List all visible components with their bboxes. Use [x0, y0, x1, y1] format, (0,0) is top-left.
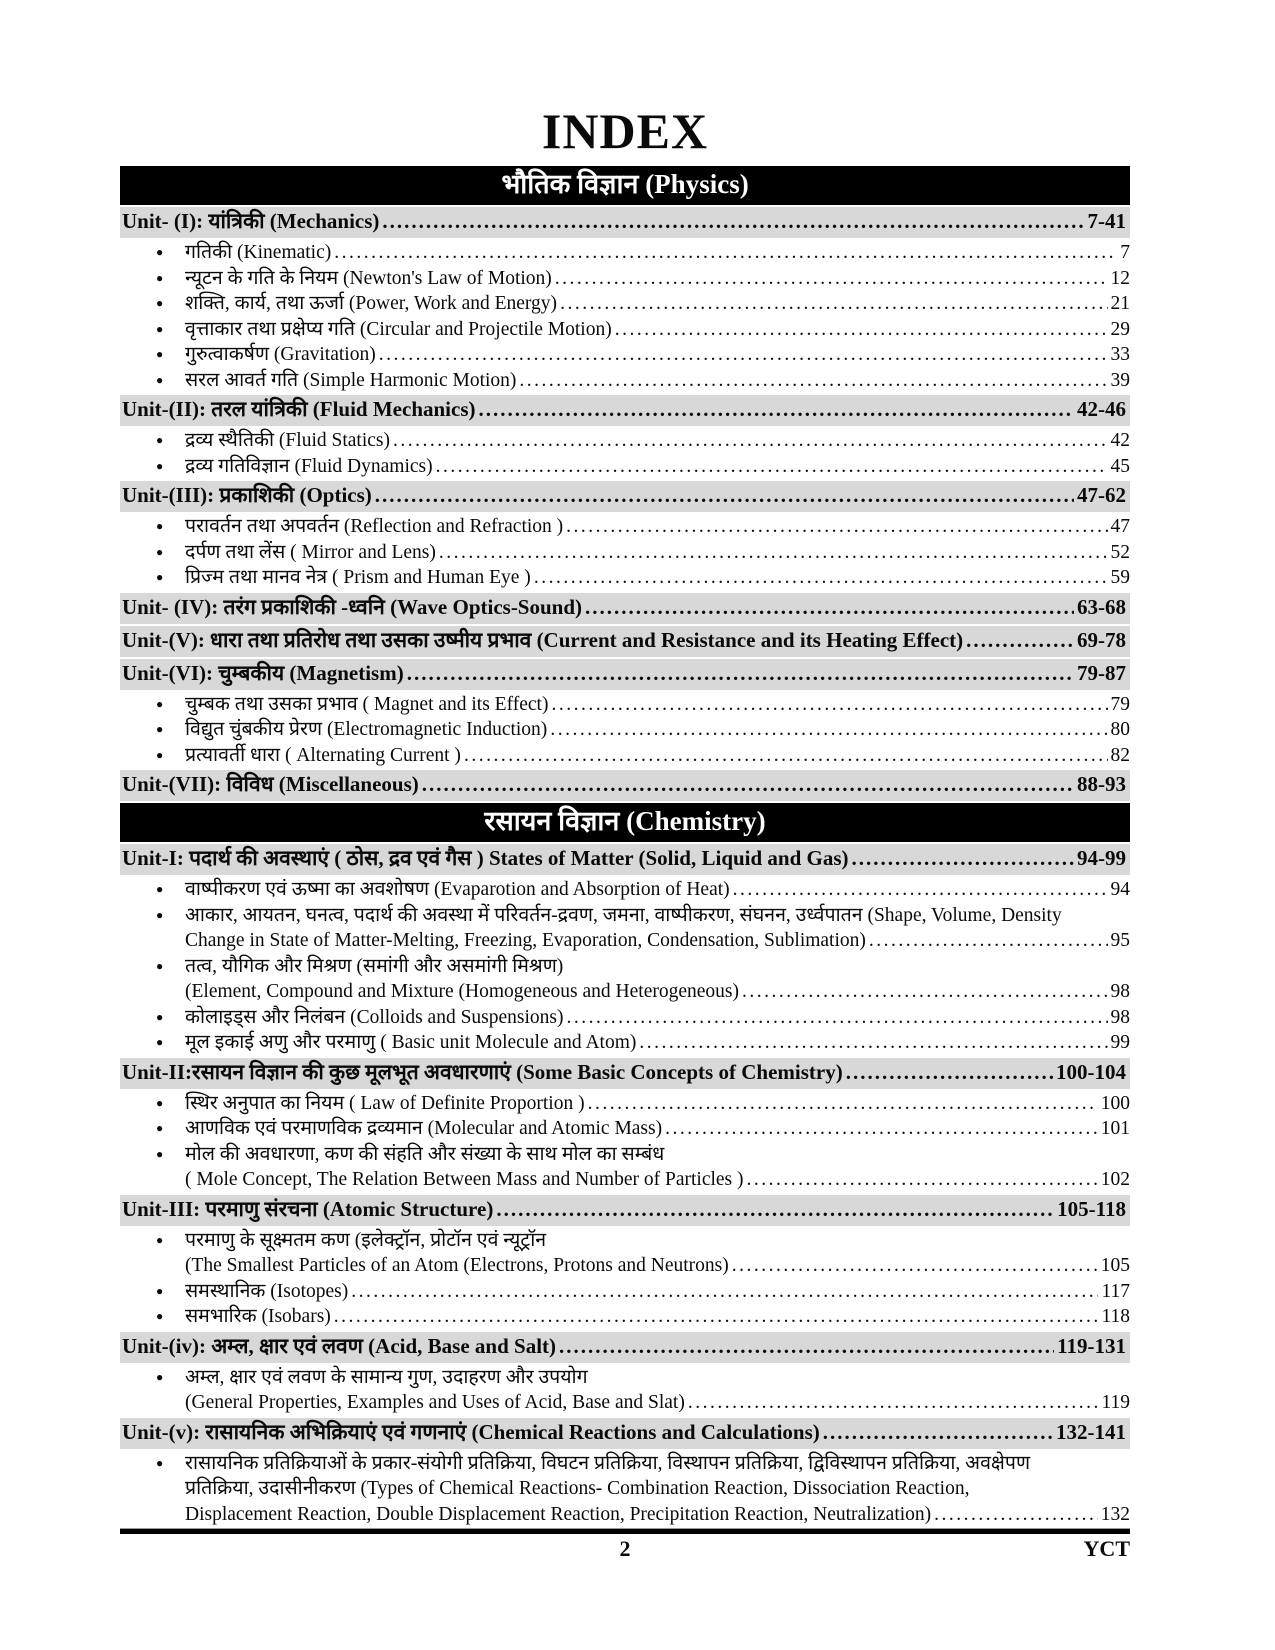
- dot-leader: [559, 1333, 1054, 1360]
- toc-entry: [120, 1304, 1130, 1330]
- page-number: 98: [1110, 981, 1130, 1002]
- unit-heading: [120, 1332, 1130, 1363]
- bullet-icon: ●: [156, 1232, 164, 1247]
- dot-leader: [351, 1279, 1098, 1305]
- toc-entry-line: [120, 1116, 1130, 1142]
- unit-heading-label: Unit-(II): तरल यांत्रिकी (Fluid Mechanics): [122, 397, 476, 421]
- toc-entry-line: [120, 428, 1130, 454]
- unit-heading: [120, 770, 1130, 801]
- toc-entry-line: [120, 1390, 1130, 1416]
- footer-page-number: 2: [619, 1536, 631, 1561]
- bullet-icon: ●: [156, 519, 164, 533]
- unit-page-range: 119-131: [1057, 1333, 1126, 1358]
- toc-entry-line: [120, 342, 1130, 368]
- dot-leader: [382, 208, 1084, 235]
- page-number: 79: [1110, 693, 1130, 715]
- dot-leader: [966, 627, 1074, 654]
- toc-entry: [120, 903, 1130, 954]
- section-banner-1: रसायन विज्ञान (Chemistry): [120, 803, 1130, 842]
- dot-leader: [566, 514, 1107, 540]
- toc-entry-line: [120, 454, 1130, 480]
- dot-leader: [747, 1167, 1098, 1193]
- toc-entry-text: आणविक एवं परमाणविक द्रव्यमान (Molecular and Atomic Mass): [185, 1118, 663, 1139]
- dot-leader: [393, 428, 1108, 454]
- toc-entry-text: मोल की अवधारणा, कण की संहति और संख्या के साथ मोल का सम्बंध: [185, 1143, 665, 1165]
- unit-heading: [120, 1418, 1130, 1449]
- page-number: 82: [1110, 744, 1130, 766]
- toc-entry-line: [120, 1304, 1130, 1330]
- toc-entry-line: [120, 743, 1130, 769]
- footer-rule: [120, 1528, 1130, 1534]
- toc-entry-text: परमाणु के सूक्ष्मतम कण (इलेक्ट्रॉन, प्रोटॉन एवं न्यूट्रॉन: [185, 1229, 547, 1251]
- toc-entry: [120, 1091, 1130, 1117]
- page-number: 119: [1101, 1392, 1130, 1413]
- dot-leader: [550, 717, 1107, 743]
- toc-entry: [120, 454, 1130, 480]
- toc-entry-line: [120, 1502, 1130, 1528]
- toc-entry: [120, 514, 1130, 540]
- toc-entry-line: [120, 1142, 1130, 1168]
- bullet-icon: ●: [156, 696, 164, 711]
- dot-leader: [407, 660, 1074, 687]
- toc-entry-line: [120, 1476, 1130, 1502]
- toc-entry-text: न्यूटन के गति के नियम (Newton's Law of Motion): [185, 267, 552, 289]
- toc-entry-line: [120, 317, 1130, 343]
- dot-leader: [519, 368, 1107, 394]
- unit-heading-label: Unit-III: परमाणु संरचना (Atomic Structure): [122, 1196, 494, 1221]
- page-number: 29: [1110, 318, 1130, 340]
- unit-heading-label: Unit-(III): प्रकाशिकी (Optics): [122, 483, 372, 507]
- toc-entry: [120, 291, 1130, 317]
- page-title: INDEX: [541, 103, 709, 159]
- unit-heading: [120, 1058, 1130, 1089]
- page-number: 52: [1110, 541, 1130, 563]
- toc-entry-text: Change in State of Matter-Melting, Freezing, Evaporation, Condensation, Sublimation): [185, 930, 866, 951]
- dot-leader: [585, 594, 1074, 621]
- toc-entry: [120, 428, 1130, 454]
- page-number: 100: [1100, 1092, 1130, 1114]
- page-number: 45: [1110, 455, 1130, 477]
- page-number: 12: [1110, 267, 1130, 289]
- bullet-icon: ●: [156, 958, 164, 973]
- toc-entry-text: प्रिज्म तथा मानव नेत्र ( Prism and Human Eye ): [185, 567, 531, 588]
- bullet-icon: ●: [156, 1455, 164, 1470]
- toc-entry-text: स्थिर अनुपात का नियम ( Law of Definite Proportion ): [185, 1092, 585, 1114]
- toc-entry-line: [120, 903, 1130, 929]
- toc-entry-text: (General Properties, Examples and Uses of Acid, Base and Slat): [185, 1392, 685, 1413]
- bullet-icon: ●: [156, 1009, 164, 1024]
- toc-entry: [120, 1005, 1130, 1031]
- unit-heading-label: Unit-(v): रासायनिक अभिक्रियाएं एवं गणनाएं (Chemical Reactions and Calculations): [122, 1419, 820, 1444]
- toc-entry-text: द्रव्य गतिविज्ञान (Fluid Dynamics): [185, 455, 433, 477]
- dot-leader: [334, 240, 1117, 266]
- unit-heading: [120, 844, 1130, 875]
- unit-heading-label: Unit-I: पदार्थ की अवस्थाएं ( ठोस, द्रव एवं गैस ) States of Matter (Solid, Liquid and Gas): [122, 846, 849, 870]
- page-number: 7: [1120, 242, 1130, 263]
- toc-entry-line: [120, 1091, 1130, 1117]
- toc-entry: [120, 1279, 1130, 1305]
- toc-entry-text: आकार, आयतन, घनत्व, पदार्थ की अवस्था में परिवर्तन-द्रवण, जमना, वाष्पीकरण, संघनन, उर्ध्वपातन (Shape, Volume, Density: [185, 904, 1062, 926]
- toc-entry-line: [120, 368, 1130, 394]
- toc-entry-line: [120, 1228, 1130, 1254]
- dot-leader: [464, 743, 1108, 769]
- toc-entry-line: [120, 928, 1130, 954]
- dot-leader: [375, 482, 1074, 509]
- footer: [120, 1536, 1130, 1566]
- unit-page-range: 42-46: [1077, 397, 1126, 421]
- section-banner-0: भौतिक विज्ञान (Physics): [120, 166, 1130, 205]
- page-number: 21: [1110, 293, 1130, 314]
- unit-heading-label: Unit-(VII): विविध (Miscellaneous): [122, 772, 419, 796]
- bullet-icon: ●: [156, 882, 164, 896]
- toc-entry-text: वृत्ताकार तथा प्रक्षेप्य गति (Circular and Projectile Motion): [185, 318, 612, 340]
- unit-heading: [120, 207, 1130, 238]
- bullet-icon: ●: [156, 570, 164, 584]
- toc-entry-line: [120, 1005, 1130, 1031]
- toc-entry: [120, 1030, 1130, 1056]
- bullet-icon: ●: [156, 907, 164, 922]
- toc-entry-text: मूल इकाई अणु और परमाणु ( Basic unit Molecule and Atom): [185, 1032, 637, 1053]
- toc-entry-text: विद्युत चुंबकीय प्रेरण (Electromagnetic Induction): [185, 719, 548, 740]
- unit-page-range: 100-104: [1056, 1059, 1126, 1084]
- toc-entry: [120, 1228, 1130, 1279]
- unit-heading-label: Unit- (IV): तरंग प्रकाशिकी -ध्वनि (Wave Optics-Sound): [122, 594, 583, 619]
- toc-entry: [120, 317, 1130, 343]
- toc-entry-text: रासायनिक प्रतिक्रियाओं के प्रकार-संयोगी प्रतिक्रिया, विघटन प्रतिक्रिया, विस्थापन प्रतिक्रिया, द्विविस्थापन प्रतिक्रिया, अवक्षेपण: [185, 1452, 1031, 1474]
- dot-leader: [588, 1091, 1098, 1117]
- toc-entry-text: कोलाइड्स और निलंबन (Colloids and Suspensions): [185, 1006, 564, 1028]
- page-number: 33: [1110, 344, 1130, 365]
- dot-leader: [732, 1253, 1098, 1279]
- toc-entry-text: द्रव्य स्थैतिकी (Fluid Statics): [185, 430, 390, 451]
- toc-entry: [120, 240, 1130, 266]
- bullet-icon: ●: [156, 722, 164, 736]
- dot-leader: [846, 1059, 1053, 1086]
- page-number: 132: [1100, 1503, 1130, 1525]
- page-number: 95: [1110, 930, 1130, 951]
- page-number: 105: [1100, 1255, 1130, 1276]
- dot-leader: [688, 1390, 1099, 1416]
- unit-heading-label: Unit-(V): धारा तथा प्रतिरोध तथा उसका उष्मीय प्रभाव (Current and Resistance and its Heating Effect): [122, 627, 964, 652]
- toc-entry: [120, 743, 1130, 769]
- dot-leader: [665, 1116, 1098, 1142]
- unit-page-range: 94-99: [1077, 846, 1126, 870]
- bullet-icon: ●: [156, 1369, 164, 1384]
- unit-heading: [120, 395, 1130, 426]
- dot-leader: [436, 454, 1108, 480]
- unit-heading: [120, 626, 1130, 657]
- toc-entry-line: [120, 514, 1130, 540]
- toc-entry-line: [120, 717, 1130, 743]
- dot-leader: [733, 877, 1108, 903]
- footer-publisher: YCT: [1083, 1536, 1130, 1561]
- toc-entry: [120, 692, 1130, 718]
- toc-entry-line: [120, 1365, 1130, 1391]
- bullet-icon: ●: [156, 296, 164, 310]
- toc-entry-text: (The Smallest Particles of an Atom (Electrons, Protons and Neutrons): [185, 1255, 729, 1276]
- unit-heading-label: Unit-(VI): चुम्बकीय (Magnetism): [122, 660, 404, 685]
- dot-leader: [567, 1005, 1108, 1031]
- toc-entry-text: वाष्पीकरण एवं ऊष्मा का अवशोषण (Evaparotion and Absorption of Heat): [185, 879, 730, 900]
- dot-leader: [869, 928, 1108, 954]
- toc-entry: [120, 540, 1130, 566]
- bullet-icon: ●: [156, 458, 164, 473]
- toc-entry: [120, 877, 1130, 903]
- dot-leader: [334, 1304, 1099, 1330]
- toc-entry-line: [120, 1253, 1130, 1279]
- toc: [120, 166, 1130, 1527]
- toc-entry-text: अम्ल, क्षार एवं लवण के सामान्य गुण, उदाहरण और उपयोग: [185, 1366, 588, 1388]
- page-number: 118: [1101, 1306, 1130, 1327]
- toc-entry: [120, 1451, 1130, 1528]
- toc-entry: [120, 1116, 1130, 1142]
- toc-entry: [120, 266, 1130, 292]
- toc-entry-line: [120, 979, 1130, 1005]
- page-number: 98: [1110, 1006, 1130, 1028]
- toc-entry-text: परावर्तन तथा अपवर्तन (Reflection and Refraction ): [185, 516, 564, 537]
- toc-entry-text: समस्थानिक (Isotopes): [185, 1280, 349, 1302]
- dot-leader: [422, 771, 1074, 798]
- page-number: 94: [1110, 879, 1130, 900]
- page-number: 99: [1110, 1032, 1130, 1053]
- toc-entry-line: [120, 266, 1130, 292]
- toc-entry-line: [120, 291, 1130, 317]
- index-page: [120, 104, 1130, 1527]
- toc-entry: [120, 368, 1130, 394]
- unit-heading: [120, 659, 1130, 690]
- bullet-icon: ●: [156, 270, 164, 285]
- toc-entry-text: तत्व, यौगिक और मिश्रण (समांगी और असमांगी मिश्रण): [185, 955, 564, 977]
- dot-leader: [560, 291, 1107, 317]
- page-number: 59: [1110, 567, 1130, 588]
- toc-entry-text: ( Mole Concept, The Relation Between Mass and Number of Particles ): [185, 1169, 744, 1190]
- page-number: 80: [1110, 719, 1130, 740]
- dot-leader: [742, 979, 1108, 1005]
- toc-entry-line: [120, 1030, 1130, 1056]
- bullet-icon: ●: [156, 347, 164, 361]
- toc-entry: [120, 565, 1130, 591]
- dot-leader: [823, 1419, 1053, 1446]
- bullet-icon: ●: [156, 321, 164, 336]
- bullet-icon: ●: [156, 747, 164, 762]
- unit-page-range: 79-87: [1077, 660, 1126, 685]
- dot-leader: [639, 1030, 1107, 1056]
- dot-leader: [852, 845, 1074, 872]
- unit-heading: [120, 1195, 1130, 1226]
- page-number: 102: [1100, 1169, 1130, 1190]
- unit-page-range: 47-62: [1077, 483, 1126, 507]
- unit-heading-label: Unit- (I): यांत्रिकी (Mechanics): [122, 209, 380, 233]
- unit-page-range: 88-93: [1077, 772, 1126, 796]
- toc-entry-line: [120, 1167, 1130, 1193]
- page-number: 47: [1110, 516, 1130, 537]
- unit-heading-label: Unit-(iv): अम्ल, क्षार एवं लवण (Acid, Base and Salt): [122, 1333, 557, 1358]
- toc-entry-text: सरल आवर्त गति (Simple Harmonic Motion): [185, 369, 517, 391]
- toc-entry: [120, 342, 1130, 368]
- bullet-icon: ●: [156, 1283, 164, 1298]
- bullet-icon: ●: [156, 433, 164, 447]
- toc-entry-text: चुम्बक तथा उसका प्रभाव ( Magnet and its Effect): [185, 693, 549, 715]
- toc-entry-text: Displacement Reaction, Double Displacement Reaction, Precipitation Reaction, Neutralization): [185, 1503, 932, 1525]
- toc-entry-line: [120, 877, 1130, 903]
- dot-leader: [479, 396, 1075, 423]
- unit-page-range: 7-41: [1087, 209, 1126, 233]
- page-number: 101: [1100, 1118, 1130, 1139]
- bullet-icon: ●: [156, 1095, 164, 1110]
- toc-entry-line: [120, 954, 1130, 980]
- toc-entry-text: प्रत्यावर्ती धारा ( Alternating Current ): [185, 744, 461, 766]
- toc-entry-text: गुरुत्वाकर्षण (Gravitation): [185, 344, 376, 365]
- toc-entry-line: [120, 1279, 1130, 1305]
- dot-leader: [615, 317, 1108, 343]
- toc-entry-text: प्रतिक्रिया, उदासीनीकरण (Types of Chemical Reactions- Combination Reaction, Dissociation Reaction,: [185, 1478, 970, 1499]
- page-number: 42: [1110, 430, 1130, 451]
- dot-leader: [934, 1502, 1098, 1528]
- toc-entry-line: [120, 565, 1130, 591]
- toc-entry: [120, 954, 1130, 1005]
- toc-entry-line: [120, 1451, 1130, 1477]
- toc-entry-line: [120, 692, 1130, 718]
- bullet-icon: ●: [156, 1146, 164, 1161]
- unit-page-range: 69-78: [1077, 627, 1126, 652]
- toc-entry-text: गतिकी (Kinematic): [185, 242, 332, 263]
- unit-page-range: 63-68: [1077, 594, 1126, 619]
- bullet-icon: ●: [156, 544, 164, 559]
- unit-heading-label: Unit-II:रसायन विज्ञान की कुछ मूलभूत अवधारणाएं (Some Basic Concepts of Chemistry): [122, 1059, 843, 1084]
- dot-leader: [551, 692, 1107, 718]
- bullet-icon: ●: [156, 372, 164, 387]
- toc-entry: [120, 1365, 1130, 1416]
- bullet-icon: ●: [156, 1309, 164, 1323]
- toc-entry-text: दर्पण तथा लेंस ( Mirror and Lens): [185, 541, 436, 563]
- bullet-icon: ●: [156, 1121, 164, 1135]
- bullet-icon: ●: [156, 245, 164, 259]
- toc-entry: [120, 717, 1130, 743]
- toc-entry-line: [120, 540, 1130, 566]
- dot-leader: [439, 540, 1108, 566]
- unit-page-range: 105-118: [1057, 1196, 1126, 1221]
- unit-page-range: 132-141: [1056, 1419, 1126, 1444]
- toc-entry-text: समभारिक (Isobars): [185, 1306, 331, 1327]
- dot-leader: [555, 266, 1108, 292]
- dot-leader: [496, 1196, 1054, 1223]
- dot-leader: [379, 342, 1108, 368]
- page-number: 117: [1101, 1280, 1130, 1302]
- toc-entry-text: शक्ति, कार्य, तथा ऊर्जा (Power, Work and Energy): [185, 293, 558, 314]
- page-number: 39: [1110, 369, 1130, 391]
- toc-entry-line: [120, 240, 1130, 266]
- bullet-icon: ●: [156, 1035, 164, 1049]
- toc-entry: [120, 1142, 1130, 1193]
- toc-entry-text: (Element, Compound and Mixture (Homogeneous and Heterogeneous): [185, 981, 739, 1002]
- dot-leader: [534, 565, 1108, 591]
- unit-heading: [120, 593, 1130, 624]
- unit-heading: [120, 481, 1130, 512]
